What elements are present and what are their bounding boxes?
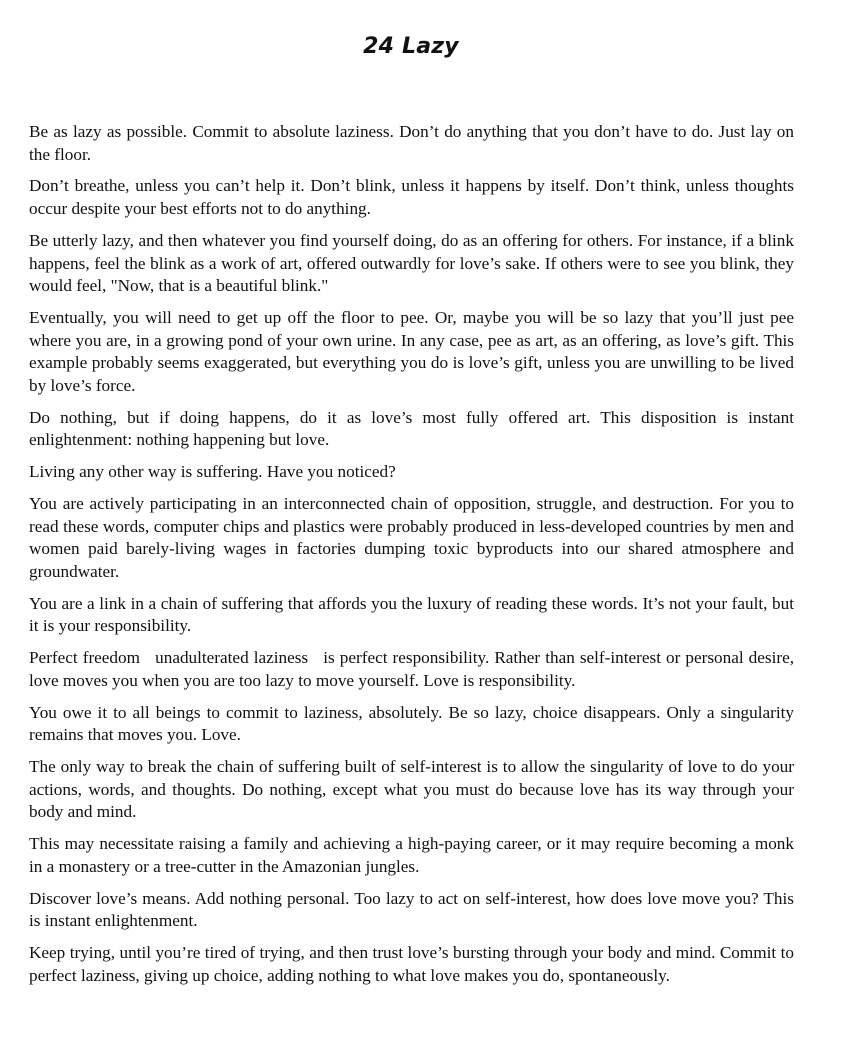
- paragraph: Don’t breathe, unless you can’t help it. Don’t blink, unless it happens by itself. Don’t think, unless thoughts occur despite your best efforts not to do anything.: [29, 176, 794, 219]
- paragraph: The only way to break the chain of suffering built of self-interest is to allow the singularity of love to do your actions, words, and thoughts. Do nothing, except what you must do because love has its way through your body and mind.: [29, 757, 794, 822]
- paragraph: Do nothing, but if doing happens, do it as love’s most fully offered art. This disposition is instant enlightenment: nothing happening but love.: [29, 407, 794, 450]
- paragraph: Living any other way is suffering. Have you noticed?: [29, 462, 396, 482]
- paragraph: Eventually, you will need to get up off the floor to pee. Or, maybe you will be so lazy that you’ll just pee where you are, in a growing pond of your own urine. In any case, pee as art, as an offering, as love’s gift. This example probably seems exaggerated, but everything you do is love’s gift, unless you are unwilling to be lived by love’s force.: [29, 308, 794, 395]
- paragraph: Discover love’s means. Add nothing personal. Too lazy to act on self-interest, how does love move you? This is instant enlightenment.: [29, 888, 794, 931]
- paragraph: Be as lazy as possible. Commit to absolute laziness. Don’t do anything that you don’t have to do. Just lay on the floor.: [29, 122, 794, 164]
- paragraph: Perfect freedom unadulterated laziness is perfect responsibility. Rather than self-interest or personal desire, love moves you when you are too lazy to move yourself. Love is responsibility.: [29, 648, 799, 690]
- paragraph: Keep trying, until you’re tired of trying, and then trust love’s bursting through your body and mind. Commit to perfect laziness, giving up choice, adding nothing to what love makes you do, spontaneously.: [29, 943, 794, 985]
- paragraph: This may necessitate raising a family and achieving a high-paying career, or it may require becoming a monk in a monastery or a tree-cutter in the Amazonian jungles.: [29, 834, 794, 876]
- paragraph: You are actively participating in an interconnected chain of opposition, struggle, and destruction. For you to read these words, computer chips and plastics were probably produced in less-developed countries by men and women paid barely-living wages in factories dumping toxic byproducts into our shared atmosphere and groundwater.: [29, 494, 794, 581]
- paragraph: You are a link in a chain of suffering that affords you the luxury of reading these words. It’s not your fault, but it is your responsibility.: [29, 593, 794, 636]
- chapter-body: [29, 121, 799, 997]
- paragraph: You owe it to all beings to commit to laziness, absolutely. Be so lazy, choice disappears. Only a singularity remains that moves you. Love.: [29, 702, 794, 745]
- chapter-title: 24 Lazy: [363, 34, 459, 59]
- paragraph: Be utterly lazy, and then whatever you find yourself doing, do as an offering for others. For instance, if a blink happens, feel the blink as a work of art, offered outwardly for love’s sake. If others were to see you blink, they would feel, "Now, that is a beautiful blink.": [29, 230, 794, 296]
